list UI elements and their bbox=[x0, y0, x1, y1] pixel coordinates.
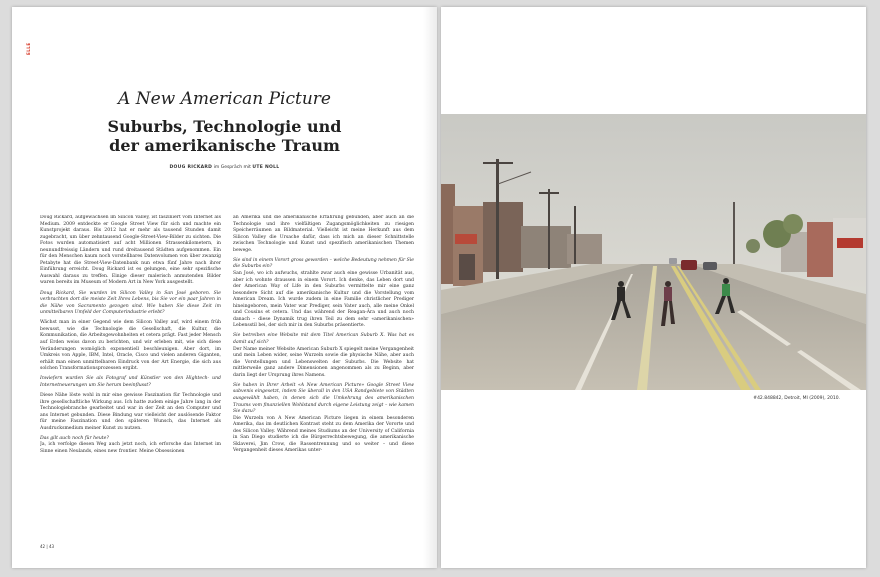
interview-question: Inwiefern wurden Sie als Fotograf und Künstler von den Hightech- und Internetneuerungen um Sie herum beeinflusst? bbox=[40, 376, 221, 388]
body-paragraph: San José, wo ich aufwuchs, strahlte zwar auch eine gewisse Urbanität aus, aber ich wohnte draussen in einem Vorort. Ich denke, das Leben dort und der American Way of Life in den Suburbs vermittelte mir eine ganz besondere Sicht auf die amerikanische Kultur und die Vorstellung vom American Dream. Ich wurde zudem in eine Familie christlicher Prediger hineingeboren, mein Vater war Prediger, sein Vater auch, alle meine Onkel und Cousins et cetera. Und das während der Reagan-Ära und auch noch danach – diese Dynamik trug ihren Teil zu dem sehr «amerikanischen» Lebensstil bei, der sich mir in den Suburbs präsentierte. bbox=[233, 270, 414, 329]
page-numbers: 42 | 43 bbox=[40, 544, 55, 549]
body-paragraph: Die Wurzeln von A New American Picture liegen in einem besonderen Amerika, das im deutlichen Kontrast steht zu dem Amerika der Vororte und des Silicon Valley. Während meines Studiums an der University of California in San Diego studierte ich die Bürgerrechtsbewegung, die amerikanische Sklaverei, Jim Crow, die Rassentrennung und so weiter – und diese Vergangenheit dieses Amerikas unter- bbox=[233, 415, 414, 454]
title-line-2: der amerikanische Traum bbox=[109, 136, 340, 155]
right-page bbox=[441, 7, 866, 568]
section-tag: ELLE bbox=[26, 42, 31, 55]
left-page bbox=[12, 7, 437, 568]
interview-question: Doug Rickard, Sie wurden im Silicon Valley in San José geboren. Sie verbrachten dort die meiste Zeit Ihres Lebens, bis Sie vor ein paar Jahren in die Nähe von Sacramento gezogen sind. Wie haben Sie diese Zeit im unmittelbaren Umfeld der Computerindustrie erlebt? bbox=[40, 290, 221, 316]
article-title bbox=[12, 117, 437, 155]
body-paragraph: Der Name meiner Website American Suburb X spiegelt meine Vergangenheit und mein Leben wider, seine Wurzeln sowie die physische Nähe, aber auch die Vorstellungen und Lebenswelten der Suburbs. Die Website hat mittlerweile ganz andere Dimensionen angenommen als zu Beginn, aber darin liegt der Ursprung ihres Namens. bbox=[233, 346, 414, 378]
interview-question: Sie haben in Ihrer Arbeit «A New American Picture» Google Street View sabvenis eingesetzt, indem Sie überall in den USA Randgebiete von Städten ausgewählt haben, in denen sich die Umkehrung des amerikanischen Traums vom finanziellen Wohlstand durch eigene Leistung zeigt – wie kamen Sie dazu? bbox=[233, 382, 414, 415]
body-paragraph: Ja, ich verfolge diesen Weg auch jetzt noch, ich erforsche das Internet im Sinne einen Neulands, eines new frontier. Meine Obsessionen bbox=[40, 442, 221, 455]
byline-connector: im Gespräch mit bbox=[213, 165, 251, 170]
byline-author: DOUG RICKARD bbox=[169, 165, 213, 170]
body-paragraph: Wächst man in einer Gegend wie dem Silicon Valley auf, wird einem früh bewusst, wie die Technologie die Gesellschaft, die Kultur, die Kommunikation, die Arbeitsgewohnheiten et cetera prägt. Fast jeder Mensch auf Erden weiss davon zu berichten, und wir erleben mit, wie sich diese Veränderungen womöglich exponentiell beschleunigen. Aber dort, im Umkreis von Apple, IBM, Intel, Oracle, Cisco und vielen anderen Giganten, erhält man einen unmittelbaren Eindruck von der Art Energie, die sich aus solchen Transformationsprozessen ergibt. bbox=[40, 320, 221, 372]
text-column-2 bbox=[233, 215, 414, 543]
body-paragraph: Diese Nähe löste wohl in mir eine gewisse Faszination für Technologie und ihre gesellschaftliche Wirkung aus. Ich hatte zudem einige Jahre lang in der Technologiebranche gearbeitet und war in der Zeit an den Computer und ans Internet gebunden. Diese Bindung war vielleicht der auslösende Faktor für meine Faszination und den späteren Wunsch, das Internet als Ausdrucksmedium meiner Kunst zu nutzen. bbox=[40, 393, 221, 431]
body-paragraph: Doug Rickard, aufgewachsen im Silicon Valley, ist fasziniert vom Internet als Medium. 2009 entdeckte er Google Street View für sich und machte ein Kunstprojekt daraus. Bis 2012 hat er mehr als tausend Stunden damit zugebracht, um über zehntausend Google-Street-View-Bilder zu sichten. Die Fotos wurden automatisiert auf acht Millionen Strassenkilometern, in neunundfreissig Ländern und rund dreitausend Städten aufgenommen. Ein für den Menschen kaum noch vorstellbares Datenvolumen von über zwanzig Petabyte hat die Street-View-Datenbank nun etwa fünf Jahre nach ihrer Einführung erreicht. Doug Rickard ist es gelungen, eine sehr spezifische Auswahl daraus zu treffen. Einige dieser malerisch anmutenden Bilder waren bereits im Museum of Modern Art in New York ausgestellt. bbox=[40, 215, 221, 286]
body-paragraph: an Amerika und die amerikanische Erfahrung gebunden, aber auch an die Technologie und ihre vielfältigen Zugangsmöglichkeiten zu riesigen Speicherräumen an Bildmaterial. Vielleicht ist meine Herkunft aus dem Silicon Valley die Ursache dafür, dass ich mich an dieser Schnittstelle zwischen Technologie und Kunst und spezifisch amerikanischen Themen bewege. bbox=[233, 215, 414, 253]
interview-question: Das gilt auch noch für heute? bbox=[40, 435, 109, 441]
interview-question: Sie betreiben eine Website mit dem Titel American Suburb X. Was hat es damit auf sich? bbox=[233, 333, 414, 346]
street-view-photo bbox=[441, 114, 866, 390]
title-line-1: Suburbs, Technologie und bbox=[107, 117, 342, 136]
text-column-1 bbox=[40, 215, 221, 543]
article-kicker: A New American Picture bbox=[118, 89, 331, 109]
spine-shadow bbox=[423, 7, 437, 568]
photo-caption: #42.848842, Detroit, MI (2009), 2010. bbox=[753, 396, 840, 401]
interview-question: Sie sind in einem Vorort gross geworden – welche Bedeutung nehmen für Sie die Suburbs ein? bbox=[233, 257, 414, 270]
byline bbox=[12, 165, 437, 170]
byline-interviewer: UTE NOLL bbox=[252, 165, 280, 170]
article-body bbox=[40, 215, 415, 543]
